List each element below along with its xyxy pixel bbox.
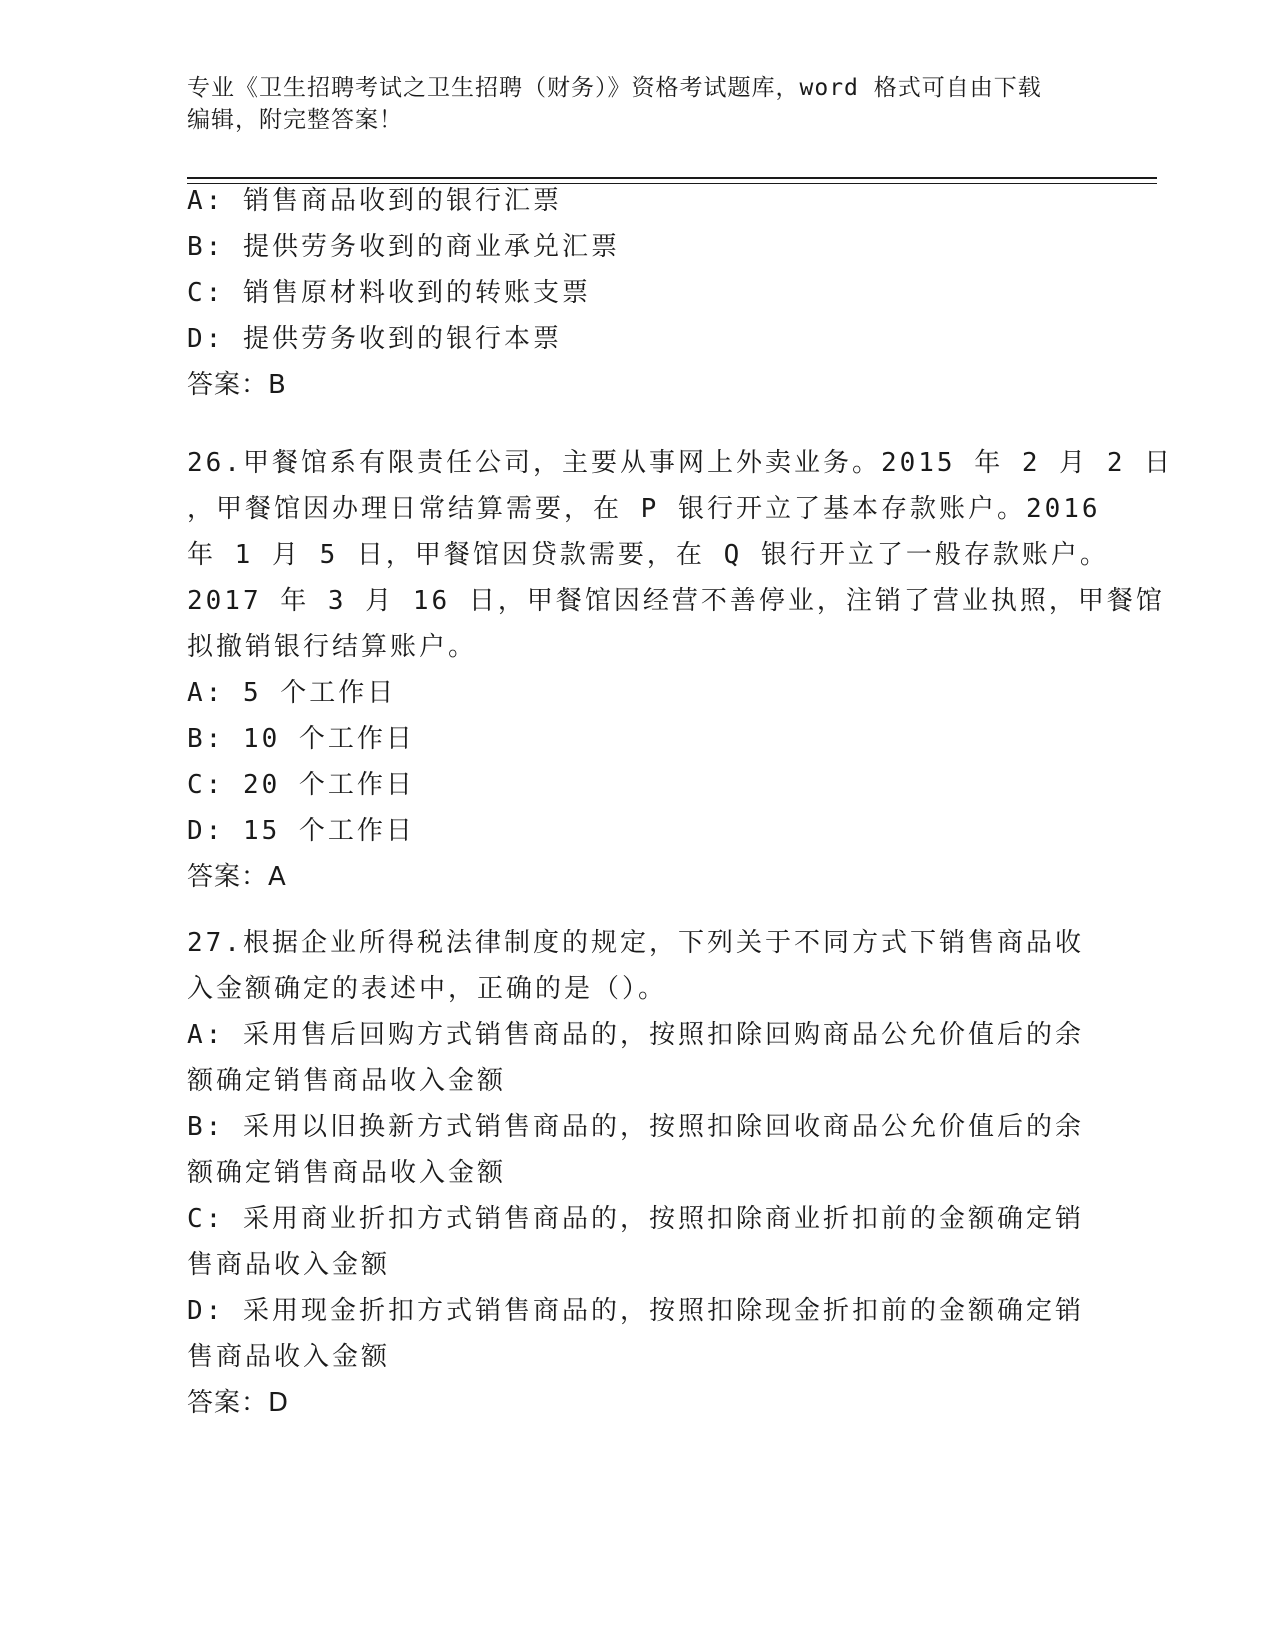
option-c-line: 售商品收入金额 bbox=[187, 1250, 391, 1280]
option-b-line: 额确定销售商品收入金额 bbox=[187, 1158, 507, 1188]
question-stem-line: ，甲餐馆因办理日常结算需要，在 P 银行开立了基本存款账户。2016 bbox=[187, 494, 1101, 524]
answer-label: 答案：A bbox=[187, 862, 287, 892]
option-d-line: D: 采用现金折扣方式销售商品的，按照扣除现金折扣前的金额确定销 bbox=[187, 1296, 1084, 1326]
option-a-line: A: 采用售后回购方式销售商品的，按照扣除回购商品公允价值后的余 bbox=[187, 1020, 1084, 1050]
option-a-line: 额确定销售商品收入金额 bbox=[187, 1066, 507, 1096]
option-b-line: B: 采用以旧换新方式销售商品的，按照扣除回收商品公允价值后的余 bbox=[187, 1112, 1084, 1142]
question-stem-line: 26.甲餐馆系有限责任公司，主要从事网上外卖业务。2015 年 2 月 2 日 bbox=[187, 448, 1174, 478]
header-line-2: 编辑，附完整答案！ bbox=[187, 107, 403, 133]
question-stem-line: 年 1 月 5 日，甲餐馆因贷款需要，在 Q 银行开立了一般存款账户。 bbox=[187, 540, 1109, 570]
option-d: D: 15 个工作日 bbox=[187, 816, 415, 846]
option-c: C: 销售原材料收到的转账支票 bbox=[187, 278, 591, 308]
answer-label: 答案：D bbox=[187, 1388, 290, 1418]
document-header bbox=[187, 72, 1087, 136]
question-stem-line: 拟撤销银行结算账户。 bbox=[187, 632, 478, 662]
header-line-1: 专业《卫生招聘考试之卫生招聘（财务）》资格考试题库，word 格式可自由下载 bbox=[187, 75, 1042, 101]
question-stem-line: 入金额确定的表述中，正确的是（）。 bbox=[187, 974, 668, 1004]
option-a: A: 销售商品收到的银行汇票 bbox=[187, 186, 562, 216]
question-stem-line: 27.根据企业所得税法律制度的规定，下列关于不同方式下销售商品收 bbox=[187, 928, 1084, 958]
option-c: C: 20 个工作日 bbox=[187, 770, 415, 800]
option-d-line: 售商品收入金额 bbox=[187, 1342, 391, 1372]
question-26 bbox=[187, 440, 1174, 900]
option-d: D: 提供劳务收到的银行本票 bbox=[187, 324, 562, 354]
option-a: A: 5 个工作日 bbox=[187, 678, 397, 708]
option-b: B: 提供劳务收到的商业承兑汇票 bbox=[187, 232, 620, 262]
answer-label: 答案：B bbox=[187, 370, 287, 400]
option-c-line: C: 采用商业折扣方式销售商品的，按照扣除商业折扣前的金额确定销 bbox=[187, 1204, 1084, 1234]
question-stem-line: 2017 年 3 月 16 日，甲餐馆因经营不善停业，注销了营业执照，甲餐馆 bbox=[187, 586, 1165, 616]
option-b: B: 10 个工作日 bbox=[187, 724, 415, 754]
question-25-options bbox=[187, 178, 1087, 408]
question-27 bbox=[187, 920, 1087, 1426]
